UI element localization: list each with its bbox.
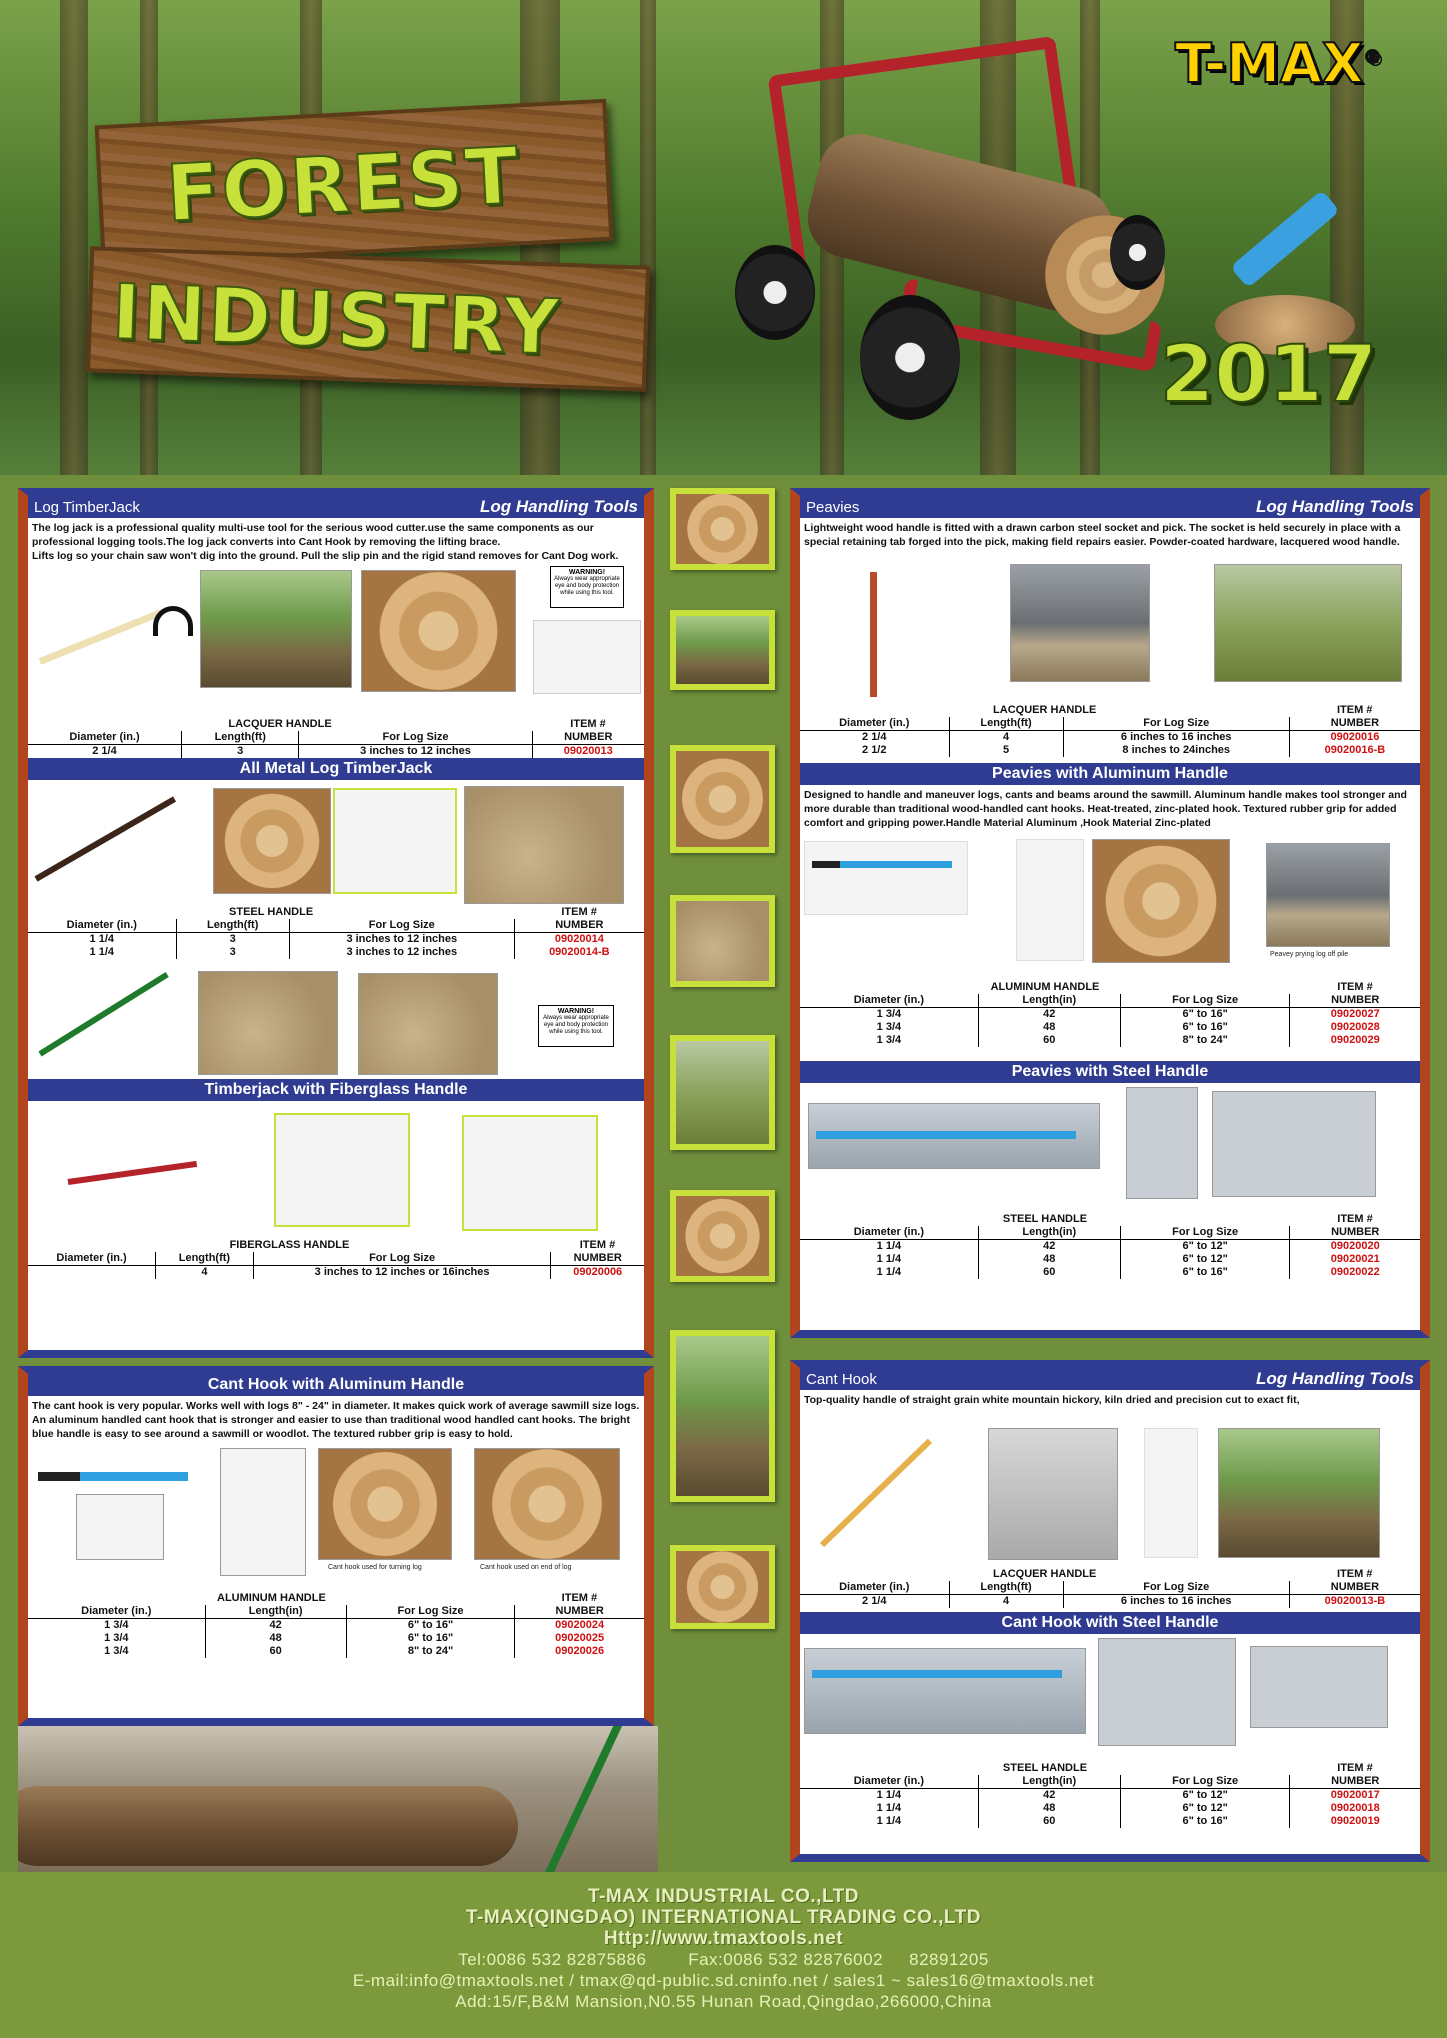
panel-log-timberjack bbox=[18, 488, 654, 1358]
cart-wheel-far bbox=[1110, 215, 1165, 290]
section-category: Log Handling Tools bbox=[1255, 497, 1414, 516]
image-caption: Cant hook used for turning log bbox=[328, 1564, 422, 1571]
spec-table-lacquer: LACQUER HANDLE ITEM # Diameter (in.) Length(ft) For Log Size NUMBER 2 1/4 4 6 inches to 16 inches 09020016 2 1/2 5 8 inches to 24inches 09020016-B bbox=[800, 704, 1420, 757]
spec-table-aluminum: ALUMINUM HANDLE ITEM # Diameter (in.) Length(in) For Log Size NUMBER 1 3/4 42 6" to 16" 09020024 1 3/4 48 6" to 16" 09020025 1 3/4 60 8" to 24" 09020026 bbox=[28, 1592, 644, 1658]
section-description: The cant hook is very popular. Works well with logs 8" - 24" in diameter. It makes quick work of average sawmill size logs. An aluminum handled cant hook that is stronger and easier to use than traditional wood handled cant hooks. The bright blue handle is easy to see around a sawmill or woodlot. The textured rubber grip is easy to hold. bbox=[32, 1400, 640, 1440]
section-header-cant-hook-steel: Cant Hook with Steel Handle bbox=[800, 1612, 1420, 1634]
table-row: 2 1/4 3 3 inches to 12 inches 09020013 bbox=[28, 745, 644, 759]
phone-fax: Tel:0086 532 82875886 Fax:0086 532 82876002 82891205 bbox=[458, 1950, 989, 1969]
warning-label: WARNING! Always wear appropriate eye and body protection while using this tool. bbox=[550, 566, 624, 608]
image-caption: Cant hook used on end of log bbox=[480, 1564, 572, 1571]
photo-aluminum-peavey bbox=[804, 841, 968, 915]
section-header-fiberglass: Timberjack with Fiberglass Handle bbox=[28, 1079, 644, 1101]
spec-table-steel: STEEL HANDLE ITEM # Diameter (in.) Length(in) For Log Size NUMBER 1 1/4 42 6" to 12" 09020017 1 1/4 48 6" to 12" 09020018 1 1/4 60 6" to 16" 09020019 bbox=[800, 1762, 1420, 1828]
photo-hook-turning-log bbox=[318, 1448, 452, 1560]
product-images bbox=[800, 1634, 1420, 1762]
photo-steel-cant-hook bbox=[804, 1648, 1086, 1734]
table-row: 2 1/4 4 6 inches to 16 inches 09020016 bbox=[800, 731, 1420, 745]
timberjack-handle-image bbox=[39, 610, 162, 665]
spec-table-steel: STEEL HANDLE ITEM # Diameter (in.) Length(in) For Log Size NUMBER 1 1/4 42 6" to 12" 09020020 1 1/4 48 6" to 12" 09020021 1 1/4 60 6" to 16" 09020022 bbox=[800, 1213, 1420, 1279]
section-category: Log Handling Tools bbox=[479, 497, 638, 516]
photo-peavey-prying bbox=[1266, 843, 1390, 947]
product-images bbox=[800, 552, 1420, 704]
table-row: 1 3/4 42 6" to 16" 09020027 bbox=[800, 1008, 1420, 1022]
photo-blue-handle-closeup bbox=[220, 1448, 306, 1576]
fiberglass-timberjack-image bbox=[68, 1161, 198, 1185]
thumb-photo-5 bbox=[670, 1035, 775, 1150]
photo-metal-jack-sand-2 bbox=[358, 973, 498, 1075]
thumb-photo-3 bbox=[670, 745, 775, 853]
section-category: Log Handling Tools bbox=[1255, 1369, 1414, 1388]
photo-red-cant-hook-closeup bbox=[1098, 1638, 1236, 1746]
section-title: Log TimberJack bbox=[34, 498, 140, 516]
table-row: 1 3/4 60 8" to 24" 09020026 bbox=[28, 1645, 644, 1658]
steel-cant-hook-image bbox=[812, 1670, 1062, 1678]
spec-table-lacquer: LACQUER HANDLE ITEM # Diameter (in.) Length(ft) For Log Size NUMBER 2 1/4 4 6 inches to 16 inches 09020013-B bbox=[800, 1568, 1420, 1608]
spec-table-fiberglass: FIBERGLASS HANDLE ITEM # Diameter (in.) Length(ft) For Log Size NUMBER 4 3 inches to 12 inches or 16inches 09020006 bbox=[28, 1239, 644, 1279]
blue-handle-tool bbox=[1230, 190, 1340, 289]
table-row: 4 3 inches to 12 inches or 16inches 09020006 bbox=[28, 1266, 644, 1280]
section-title: Cant Hook bbox=[806, 1370, 877, 1388]
product-images bbox=[28, 959, 644, 1079]
thumb-photo-8 bbox=[670, 1545, 775, 1629]
aluminum-peavey-image bbox=[812, 861, 952, 868]
spec-table-aluminum: ALUMINUM HANDLE ITEM # Diameter (in.) Length(in) For Log Size NUMBER 1 3/4 42 6" to 16" 09020027 1 3/4 48 6" to 16" 09020028 1 3/4 60 8" to 24" 09020029 bbox=[800, 981, 1420, 1047]
green-timberjack-image bbox=[38, 972, 168, 1057]
photo-yellow-timberjack bbox=[274, 1113, 410, 1227]
table-row: 1 1/4 3 3 inches to 12 inches 09020014-B bbox=[28, 946, 644, 959]
steel-peavey-image bbox=[816, 1131, 1076, 1139]
photo-peavey-on-log bbox=[1092, 839, 1230, 963]
table-row: 2 1/4 4 6 inches to 16 inches 09020013-B bbox=[800, 1595, 1420, 1609]
section-description: Designed to handle and maneuver logs, cants and beams around the sawmill. Aluminum handle makes tool stronger and more durable than traditional wood-handled cant hooks. Heat-treated, zinc-plated hook. Textured rubber grip for added comfort and gripping power.Handle Material Aluminum ,Hook Material Zinc-plated bbox=[804, 789, 1407, 829]
website-link[interactable]: Http://www.tmaxtools.net bbox=[603, 1928, 844, 1949]
company-name-1: T-MAX INDUSTRIAL CO.,LTD bbox=[588, 1886, 859, 1907]
panel-header bbox=[28, 496, 644, 518]
peavey-image bbox=[870, 572, 877, 697]
panel-header bbox=[800, 496, 1420, 518]
warning-label: WARNING! Always wear appropriate eye and body protection while using this tool. bbox=[538, 1005, 614, 1047]
photo-metal-jack-sand-1 bbox=[198, 971, 338, 1075]
hero-banner bbox=[0, 0, 1447, 475]
tmax-logo: T-MAX® bbox=[1175, 32, 1382, 95]
wood-cant-hook-image bbox=[820, 1439, 932, 1548]
title-plank-forest bbox=[95, 99, 614, 268]
product-images bbox=[28, 780, 644, 906]
photo-steel-cant-hook-head bbox=[1250, 1646, 1388, 1728]
thumb-photo-7 bbox=[670, 1330, 775, 1502]
panel-cant-hook bbox=[790, 1360, 1430, 1862]
product-images bbox=[800, 1083, 1420, 1213]
product-images bbox=[800, 1410, 1420, 1568]
hero-title-forest: FOREST bbox=[164, 131, 523, 240]
thumb-photo-4 bbox=[670, 895, 775, 987]
panel-peavies bbox=[790, 488, 1430, 1338]
product-images bbox=[28, 1101, 644, 1239]
photo-peavey-hook-closeup bbox=[1126, 1087, 1198, 1199]
tree-trunk bbox=[60, 0, 88, 475]
hero-title-industry: INDUSTRY bbox=[110, 267, 563, 372]
section-header-all-metal: All Metal Log TimberJack bbox=[28, 758, 644, 780]
email-list[interactable]: E-mail:info@tmaxtools.net / tmax@qd-public.sd.cninfo.net / sales1 ~ sales16@tmaxtools.net bbox=[352, 1971, 1095, 1990]
table-row: 1 3/4 42 6" to 16" 09020024 bbox=[28, 1619, 644, 1633]
address: Add:15/F,B&M Mansion,N0.55 Hunan Road,Qingdao,266000,China bbox=[455, 1992, 992, 2011]
section-description: Top-quality handle of straight grain white mountain hickory, kiln dried and precision cut to exact fit, bbox=[804, 1394, 1300, 1406]
thumb-photo-6 bbox=[670, 1190, 775, 1282]
cart-wheel-front bbox=[860, 295, 960, 420]
thumb-photo-2 bbox=[670, 610, 775, 690]
title-plank-industry bbox=[86, 246, 650, 391]
table-row: 1 1/4 48 6" to 12" 09020021 bbox=[800, 1253, 1420, 1266]
image-caption: Peavey prying log off pile bbox=[1270, 951, 1349, 958]
section-description: The log jack is a professional quality multi-use tool for the serious wood cutter.use the same components as our professional logging tools.The log jack converts into Cant Hook by removing the lifting brace. Lifts log so your chain saw won't dig into the ground. Pull the slip pin and the rigid stand removes for Cant Dog work. bbox=[32, 522, 619, 562]
table-row: 1 1/4 48 6" to 12" 09020018 bbox=[800, 1802, 1420, 1815]
photo-cant-hook-garage bbox=[988, 1428, 1118, 1560]
photo-red-peavey-hook bbox=[1212, 1091, 1376, 1197]
cart-wheel-rear bbox=[735, 245, 815, 340]
photo-log-end bbox=[213, 788, 331, 894]
tree-trunk bbox=[640, 0, 656, 475]
photo-log-on-sand bbox=[464, 786, 624, 904]
table-row: 1 1/4 42 6" to 12" 09020020 bbox=[800, 1240, 1420, 1254]
photo-man-cant-hook-forest bbox=[1218, 1428, 1380, 1558]
table-row: 1 1/4 42 6" to 12" 09020017 bbox=[800, 1789, 1420, 1803]
section-header-peavies-steel: Peavies with Steel Handle bbox=[800, 1061, 1420, 1083]
product-images bbox=[800, 833, 1420, 981]
table-row: 1 1/4 60 6" to 16" 09020022 bbox=[800, 1266, 1420, 1279]
section-description: Lightweight wood handle is fitted with a drawn carbon steel socket and pick. The socket is held securely in place with a special retaining tab forged into the pick, making field repairs easier. Powder-coated hardware, lacquered wood handle. bbox=[804, 522, 1401, 548]
steel-timberjack-image bbox=[35, 796, 177, 881]
timberjack-hook-image bbox=[153, 606, 193, 636]
photo-yellow-hook bbox=[462, 1115, 598, 1231]
company-name-2: T-MAX(QINGDAO) INTERNATIONAL TRADING CO.,LTD bbox=[466, 1907, 981, 1928]
photo-timberjack-lime-frame bbox=[333, 788, 457, 894]
photo-red-hook bbox=[1144, 1428, 1198, 1558]
photo-workers-peavey bbox=[1010, 564, 1150, 682]
photo-hook-end-of-log bbox=[474, 1448, 620, 1560]
photo-peavey-spike bbox=[1016, 839, 1084, 961]
panel-header bbox=[800, 1368, 1420, 1390]
product-images bbox=[28, 566, 644, 718]
table-row: 1 1/4 3 3 inches to 12 inches 09020014 bbox=[28, 933, 644, 947]
section-title: Peavies bbox=[806, 498, 860, 516]
thumb-photo-1 bbox=[670, 488, 775, 570]
section-header-peavies-aluminum: Peavies with Aluminum Handle bbox=[800, 763, 1420, 785]
product-images bbox=[28, 1444, 644, 1592]
photo-red-timberjack bbox=[533, 620, 641, 694]
table-row: 1 3/4 48 6" to 16" 09020028 bbox=[800, 1021, 1420, 1034]
photo-log-on-jack bbox=[361, 570, 516, 692]
photo-red-cant-hook bbox=[76, 1494, 164, 1560]
green-timberjack-image bbox=[540, 1726, 644, 1872]
table-row: 1 3/4 60 8" to 24" 09020029 bbox=[800, 1034, 1420, 1047]
spec-table-lacquer: LACQUER HANDLE ITEM # Diameter (in.) Length(ft) For Log Size NUMBER 2 1/4 3 3 inches to 12 inches 09020013 bbox=[28, 718, 644, 758]
panel-cant-hook-aluminum bbox=[18, 1366, 654, 1726]
table-row: 2 1/2 5 8 inches to 24inches 09020016-B bbox=[800, 744, 1420, 757]
hero-year: 2017 bbox=[1160, 330, 1378, 420]
aluminum-cant-hook-image bbox=[38, 1472, 188, 1481]
section-header: Cant Hook with Aluminum Handle bbox=[28, 1374, 644, 1396]
photo-workers-forest bbox=[1214, 564, 1402, 682]
photo-man-with-log bbox=[200, 570, 352, 688]
spec-table-steel: STEEL HANDLE ITEM # Diameter (in.) Length(ft) For Log Size NUMBER 1 1/4 3 3 inches to 12 inches 09020014 1 1/4 3 3 inches to 12 inches 09020014-B bbox=[28, 906, 644, 959]
table-row: 1 1/4 60 6" to 16" 09020019 bbox=[800, 1815, 1420, 1828]
table-row: 1 3/4 48 6" to 16" 09020025 bbox=[28, 1632, 644, 1645]
footer-contact bbox=[0, 1872, 1447, 2038]
photo-workers-rolling-log bbox=[18, 1726, 658, 1872]
